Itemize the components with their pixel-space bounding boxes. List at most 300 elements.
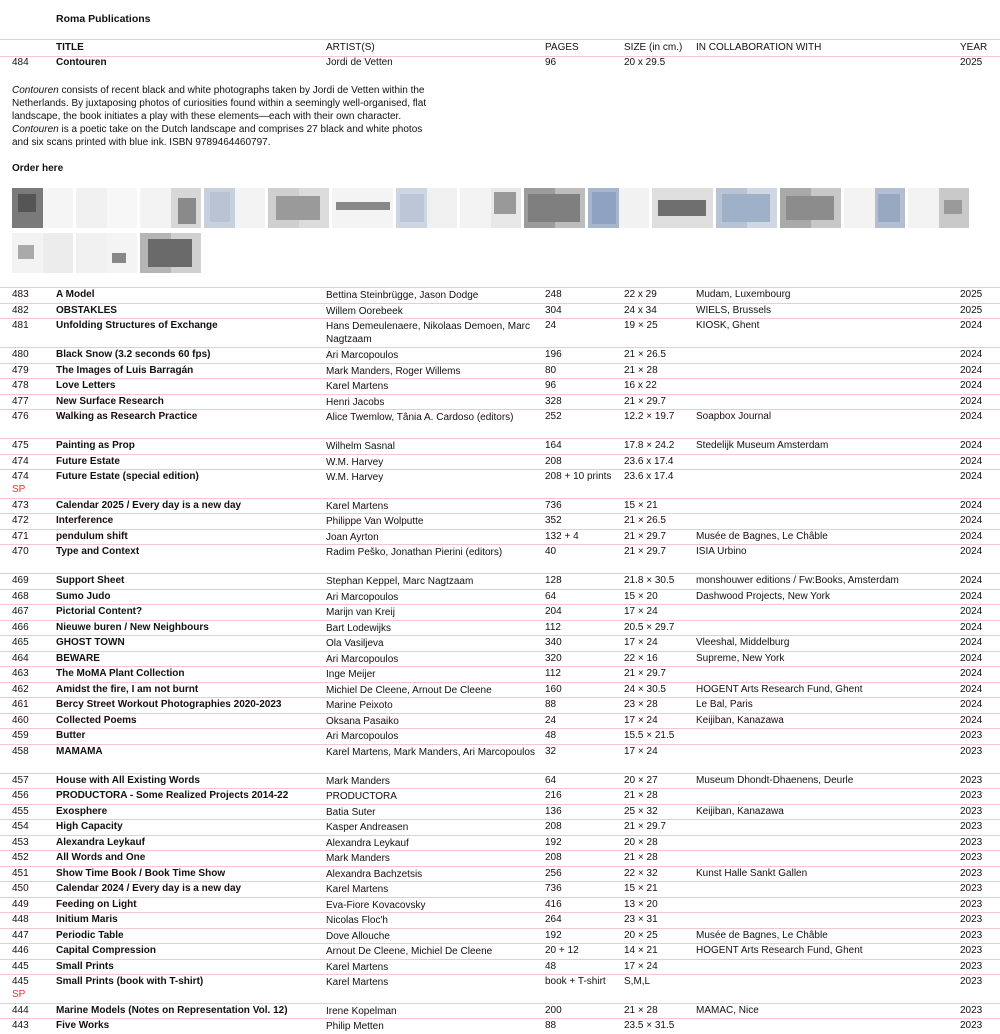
- page-left: [76, 233, 107, 273]
- row-size: 23.5 × 31.5: [624, 1020, 675, 1031]
- thumbnail-image: [722, 194, 770, 222]
- row-pages: 96: [545, 380, 557, 391]
- thumbnail-spread-18[interactable]: [140, 233, 201, 273]
- page-right: [427, 188, 458, 228]
- col-artist-header[interactable]: ARTIST(S): [326, 42, 375, 53]
- row-year: 2024: [960, 546, 983, 557]
- row-title[interactable]: Support Sheet: [56, 575, 125, 586]
- row-title[interactable]: Collected Poems: [56, 714, 137, 726]
- row-size: 19 × 25: [624, 320, 658, 331]
- row-artist: Stephan Keppel, Marc Nagtzaam: [326, 576, 474, 587]
- row-year: 2023: [960, 929, 983, 941]
- row-size: 21 × 28: [624, 364, 658, 376]
- row-year: 2023: [960, 883, 983, 894]
- row-artist: Ari Marcopoulos: [326, 350, 399, 361]
- page-right: [43, 188, 74, 228]
- row-size: 22 x 29: [624, 289, 657, 300]
- thumbnail-spread-6[interactable]: [332, 188, 393, 228]
- row-year: 2024: [960, 455, 983, 467]
- row-size: 21 × 29.7: [624, 546, 666, 557]
- row-size: 23 × 28: [624, 699, 658, 710]
- row-number: 459: [12, 730, 29, 741]
- row-year: 2024: [960, 606, 983, 617]
- table-row[interactable]: [0, 974, 1000, 1003]
- row-title[interactable]: The Images of Luis Barragán: [56, 364, 194, 376]
- row-number: 480: [12, 349, 29, 360]
- row-collab: Dashwood Projects, New York: [696, 590, 830, 602]
- row-title[interactable]: Feeding on Light: [56, 898, 137, 910]
- row-size: 23 × 31: [624, 914, 658, 925]
- row-number: 447: [12, 929, 29, 941]
- row-pages: 204: [545, 606, 562, 617]
- row-size: 17 × 24: [624, 637, 658, 648]
- row-title[interactable]: A Model: [56, 289, 95, 300]
- thumbnail-spread-7[interactable]: [396, 188, 457, 228]
- row-title[interactable]: pendulum shift: [56, 530, 128, 542]
- row-pages: 352: [545, 515, 562, 526]
- row-pages: 208 + 10 prints: [545, 471, 612, 482]
- row-size: 15.5 × 21.5: [624, 730, 675, 741]
- featured-title[interactable]: Contouren: [56, 57, 107, 68]
- row-pages: 112: [545, 621, 561, 633]
- row-pages: 208: [545, 455, 562, 467]
- row-artist: Ari Marcopoulos: [326, 731, 399, 742]
- page-left: [460, 188, 491, 228]
- row-title[interactable]: Sumo Judo: [56, 590, 111, 602]
- thumbnail-spread-4[interactable]: [204, 188, 265, 228]
- row-size: 13 × 20: [624, 898, 658, 910]
- row-artist: Ari Marcopoulos: [326, 591, 399, 603]
- row-pages: 196: [545, 349, 562, 360]
- table-row[interactable]: [0, 454, 1000, 470]
- row-pages: 208: [545, 852, 562, 863]
- thumbnail-image: [592, 192, 616, 224]
- row-artist: Michiel De Cleene, Arnout De Cleene: [326, 684, 492, 696]
- table-row[interactable]: [0, 469, 1000, 498]
- thumbnail-spread-13[interactable]: [780, 188, 841, 228]
- row-year: 2024: [960, 499, 983, 511]
- featured-row[interactable]: [0, 56, 1000, 70]
- row-number: 455: [12, 805, 29, 817]
- row-title[interactable]: Type and Context: [56, 546, 140, 557]
- row-year: 2024: [960, 411, 983, 422]
- row-number: 461: [12, 699, 29, 710]
- description-title-italic: Contouren: [12, 85, 59, 96]
- row-size: 22 × 32: [624, 867, 658, 879]
- thumbnail-spread-15[interactable]: [908, 188, 969, 228]
- table-row[interactable]: [0, 943, 1000, 959]
- col-pages-header[interactable]: PAGES: [545, 42, 579, 53]
- row-number: 474: [12, 455, 29, 467]
- row-collab: Keijiban, Kanazawa: [696, 805, 784, 817]
- thumbnail-spread-2[interactable]: [76, 188, 137, 228]
- row-artist: Alice Twemlow, Tânia A. Cardoso (editors): [326, 412, 514, 423]
- row-size: 16 x 22: [624, 380, 657, 391]
- table-row[interactable]: [0, 728, 1000, 744]
- table-row[interactable]: [0, 438, 1000, 454]
- row-year: 2024: [960, 380, 983, 391]
- row-pages: 24: [545, 320, 557, 331]
- table-row[interactable]: [0, 318, 1000, 347]
- row-number: 469: [12, 575, 29, 586]
- row-size: 21 × 28: [624, 1004, 658, 1016]
- row-pages: 20 + 12: [545, 945, 579, 956]
- row-number: 450: [12, 883, 29, 894]
- row-title[interactable]: Future Estate (special edition): [56, 471, 199, 482]
- thumbnail-image: [18, 194, 36, 212]
- row-pages: 328: [545, 395, 562, 407]
- row-number: 444: [12, 1004, 29, 1016]
- row-year: 2024: [960, 590, 983, 602]
- row-title[interactable]: High Capacity: [56, 821, 123, 832]
- row-title[interactable]: Pictorial Content?: [56, 606, 143, 617]
- row-artist: Hans Demeulenaere, Nikolaas Demoen, Marc Nagtzaam: [326, 321, 530, 345]
- row-collab: Kunst Halle Sankt Gallen: [696, 867, 808, 879]
- table-row[interactable]: [0, 866, 1000, 882]
- table-row[interactable]: [0, 1018, 1000, 1034]
- thumbnail-image: [276, 196, 320, 220]
- table-row[interactable]: [0, 409, 1000, 438]
- row-number: 479: [12, 364, 29, 376]
- row-collab: Museum Dhondt-Dhaenens, Deurle: [696, 774, 854, 786]
- row-number: 454: [12, 821, 29, 832]
- row-artist: Ari Marcopoulos: [326, 653, 399, 665]
- row-year: 2024: [960, 349, 983, 360]
- row-artist: Karel Martens: [326, 884, 389, 895]
- row-pages: 256: [545, 867, 562, 879]
- row-collab: Soapbox Journal: [696, 411, 772, 422]
- row-size: 21 × 29.7: [624, 395, 666, 407]
- row-artist: Arnout De Cleene, Michiel De Cleene: [326, 946, 493, 957]
- row-size: 21 × 29.7: [624, 668, 666, 679]
- row-artist: Inge Meijer: [326, 669, 376, 680]
- table-row[interactable]: [0, 394, 1000, 410]
- row-pages: 200: [545, 1004, 562, 1016]
- table-row[interactable]: [0, 881, 1000, 897]
- row-number: 476: [12, 411, 29, 422]
- row-year: 2024: [960, 699, 983, 710]
- row-title[interactable]: Painting as Prop: [56, 440, 135, 451]
- row-number: 483: [12, 289, 29, 300]
- row-number: 449: [12, 898, 29, 910]
- row-title[interactable]: Alexandra Leykauf: [56, 836, 145, 848]
- row-year: 2023: [960, 867, 983, 879]
- row-title[interactable]: OBSTAKLES: [56, 304, 117, 316]
- row-size: 21 × 26.5: [624, 349, 666, 360]
- row-artist: Bart Lodewijks: [326, 622, 392, 634]
- row-artist: PRODUCTORA: [326, 791, 397, 802]
- row-artist: Oksana Pasaiko: [326, 715, 399, 727]
- row-number: 482: [12, 304, 29, 316]
- thumbnail-image: [944, 200, 962, 214]
- page-left: [908, 188, 939, 228]
- col-year-header[interactable]: YEAR: [960, 42, 988, 53]
- thumbnail-spread-16[interactable]: [12, 233, 73, 273]
- row-number: 475: [12, 440, 29, 451]
- col-collab-header[interactable]: IN COLLABORATION WITH: [696, 42, 822, 53]
- row-title[interactable]: Periodic Table: [56, 929, 124, 941]
- row-title[interactable]: Small Prints (book with T-shirt): [56, 976, 204, 987]
- table-row[interactable]: [0, 666, 1000, 682]
- row-year: 2024: [960, 621, 983, 633]
- row-title[interactable]: Calendar 2025 / Every day is a new day: [56, 499, 242, 511]
- row-artist: Nicolas Floc'h: [326, 915, 388, 926]
- thumbnail-spread-10[interactable]: [588, 188, 649, 228]
- table-row[interactable]: [0, 819, 1000, 835]
- featured-artist: Jordi de Vetten: [326, 57, 393, 68]
- row-year: 2024: [960, 515, 983, 526]
- row-artist: Alexandra Leykauf: [326, 837, 409, 849]
- thumbnail-image: [786, 196, 834, 220]
- row-title[interactable]: The MoMA Plant Collection: [56, 668, 185, 679]
- table-row[interactable]: [0, 378, 1000, 394]
- row-pages: 40: [545, 546, 557, 557]
- row-collab: HOGENT Arts Research Fund, Ghent: [696, 683, 863, 695]
- thumbnail-spread-1[interactable]: [12, 188, 73, 228]
- row-size: 25 × 32: [624, 805, 658, 817]
- row-year: 2023: [960, 960, 983, 972]
- thumbnail-spread-12[interactable]: [716, 188, 777, 228]
- row-year: 2023: [960, 852, 983, 863]
- page-right: [107, 188, 138, 228]
- order-link[interactable]: Order here: [12, 163, 64, 174]
- row-pages: 64: [545, 590, 557, 602]
- thumbnail-spread-14[interactable]: [844, 188, 905, 228]
- row-size: 21.8 × 30.5: [624, 575, 675, 586]
- row-year: 2023: [960, 976, 983, 987]
- table-row[interactable]: [0, 635, 1000, 651]
- row-size: 15 × 21: [624, 883, 658, 894]
- table-header: [0, 39, 1000, 57]
- table-row[interactable]: [0, 347, 1000, 363]
- table-row[interactable]: [0, 363, 1000, 379]
- table-row[interactable]: [0, 897, 1000, 913]
- row-pages: 340: [545, 637, 562, 648]
- table-row[interactable]: [0, 697, 1000, 713]
- row-artist: Irene Kopelman: [326, 1005, 397, 1017]
- row-pages: 64: [545, 774, 557, 786]
- row-year: 2023: [960, 1004, 983, 1016]
- thumbnail-image: [658, 200, 706, 216]
- row-title[interactable]: Amidst the fire, I am not burnt: [56, 683, 199, 695]
- table-row[interactable]: [0, 959, 1000, 975]
- row-title[interactable]: PRODUCTORA - Some Realized Projects 2014-22: [56, 790, 289, 801]
- table-row[interactable]: [0, 788, 1000, 804]
- row-artist: Willem Oorebeek: [326, 305, 403, 317]
- row-size: 12.2 × 19.7: [624, 411, 675, 422]
- row-title[interactable]: Small Prints: [56, 960, 114, 972]
- table-row[interactable]: [0, 620, 1000, 636]
- col-title-header[interactable]: TITLE: [56, 42, 84, 53]
- table-row[interactable]: [0, 804, 1000, 820]
- row-number: 457: [12, 774, 29, 786]
- row-size: 24 x 34: [624, 304, 657, 316]
- page-left: [844, 188, 875, 228]
- row-title[interactable]: Exosphere: [56, 805, 108, 817]
- row-title[interactable]: Nieuwe buren / New Neighbours: [56, 621, 209, 633]
- row-title[interactable]: Unfolding Structures of Exchange: [56, 320, 218, 331]
- row-year: 2023: [960, 898, 983, 910]
- row-year: 2023: [960, 945, 983, 956]
- table-row[interactable]: [0, 773, 1000, 789]
- col-size-header[interactable]: SIZE (in cm.): [624, 42, 683, 53]
- table-row[interactable]: [0, 287, 1000, 303]
- row-size: 21 × 26.5: [624, 515, 666, 526]
- row-pages: 112: [545, 668, 561, 679]
- row-title[interactable]: Love Letters: [56, 380, 116, 391]
- row-title[interactable]: Future Estate: [56, 455, 120, 467]
- row-number: 472: [12, 515, 29, 526]
- row-collab: ISIA Urbino: [696, 546, 747, 557]
- featured-description: [12, 84, 432, 149]
- row-number: 458: [12, 745, 29, 757]
- row-artist: Dove Allouche: [326, 930, 390, 942]
- thumbnail-spread-9[interactable]: [524, 188, 585, 228]
- row-pages: 216: [545, 790, 562, 801]
- row-size: 21 × 29.7: [624, 530, 666, 542]
- row-title[interactable]: Calendar 2024 / Every day is a new day: [56, 883, 242, 894]
- row-number: 473: [12, 499, 29, 511]
- row-pages: 192: [545, 836, 562, 848]
- thumbnail-spread-11[interactable]: [652, 188, 713, 228]
- page-right: [619, 188, 650, 228]
- row-title[interactable]: BEWARE: [56, 652, 100, 664]
- row-artist: Karel Martens: [326, 500, 389, 512]
- row-collab: HOGENT Arts Research Fund, Ghent: [696, 945, 863, 956]
- row-size: 20 × 25: [624, 929, 658, 941]
- row-size: 17.8 × 24.2: [624, 440, 675, 451]
- table-row[interactable]: [0, 850, 1000, 866]
- table-row[interactable]: [0, 744, 1000, 773]
- table-row[interactable]: [0, 928, 1000, 944]
- row-pages: 248: [545, 289, 562, 300]
- row-collab: Stedelijk Museum Amsterdam: [696, 440, 829, 451]
- row-number: 474: [12, 471, 29, 482]
- row-title[interactable]: Initium Maris: [56, 914, 118, 925]
- table-row[interactable]: [0, 713, 1000, 729]
- thumbnail-spread-17[interactable]: [76, 233, 137, 273]
- row-pages: 88: [545, 1020, 557, 1031]
- row-artist: Eva-Fiore Kovacovsky: [326, 899, 426, 911]
- table-row[interactable]: [0, 573, 1000, 589]
- row-number: 464: [12, 652, 29, 664]
- publication-list: [0, 287, 1000, 1034]
- thumbnail-spread-3[interactable]: [140, 188, 201, 228]
- row-title[interactable]: Black Snow (3.2 seconds 60 fps): [56, 349, 211, 360]
- row-title[interactable]: Walking as Research Practice: [56, 411, 198, 422]
- row-number: 471: [12, 530, 29, 542]
- table-row[interactable]: [0, 498, 1000, 514]
- table-row[interactable]: [0, 544, 1000, 573]
- row-year: 2025: [960, 304, 983, 316]
- row-title[interactable]: All Words and One: [56, 852, 146, 863]
- row-title[interactable]: Interference: [56, 515, 114, 526]
- row-year: 2023: [960, 805, 983, 817]
- row-year: 2023: [960, 745, 983, 757]
- table-row[interactable]: [0, 589, 1000, 605]
- row-pages: 164: [545, 440, 562, 451]
- row-number: 463: [12, 668, 29, 679]
- row-pages: 416: [545, 898, 562, 910]
- row-number: 470: [12, 546, 29, 557]
- row-pages: 320: [545, 652, 562, 664]
- table-row[interactable]: [0, 604, 1000, 620]
- row-title[interactable]: Bercy Street Workout Photographies 2020-2023: [56, 699, 282, 710]
- row-size: 23.6 x 17.4: [624, 471, 674, 482]
- row-pages: 192: [545, 929, 562, 941]
- featured-size: 20 x 29.5: [624, 57, 666, 68]
- thumbnail-spread-8[interactable]: [460, 188, 521, 228]
- row-number: 445: [12, 960, 29, 972]
- row-year: 2023: [960, 821, 983, 832]
- table-row[interactable]: [0, 835, 1000, 851]
- row-artist: Mark Manders, Roger Willems: [326, 365, 461, 377]
- thumbnail-spread-5[interactable]: [268, 188, 329, 228]
- row-title[interactable]: MAMAMA: [56, 745, 103, 757]
- row-title[interactable]: House with All Existing Words: [56, 774, 200, 786]
- row-title[interactable]: Show Time Book / Book Time Show: [56, 867, 226, 879]
- row-artist: Philippe Van Wolputte: [326, 516, 424, 527]
- row-pages: 304: [545, 304, 562, 316]
- row-number: 460: [12, 714, 29, 726]
- row-number: 477: [12, 395, 29, 407]
- table-row[interactable]: [0, 513, 1000, 529]
- row-pages: 80: [545, 364, 557, 376]
- row-pages: 32: [545, 745, 557, 757]
- row-size: 17 × 24: [624, 745, 658, 757]
- row-number: 467: [12, 606, 29, 617]
- row-artist: Radim Peško, Jonathan Pierini (editors): [326, 547, 503, 558]
- row-title[interactable]: GHOST TOWN: [56, 637, 125, 648]
- row-collab: Le Bal, Paris: [696, 699, 753, 710]
- row-year: 2024: [960, 364, 983, 376]
- table-row[interactable]: [0, 912, 1000, 928]
- row-title[interactable]: Butter: [56, 730, 86, 741]
- row-year: 2024: [960, 683, 983, 695]
- row-artist: W.M. Harvey: [326, 472, 384, 483]
- row-artist: Karel Martens, Mark Manders, Ari Marcopoulos: [326, 746, 535, 758]
- row-number: 466: [12, 621, 29, 633]
- row-title[interactable]: Five Works: [56, 1020, 110, 1031]
- row-pages: 264: [545, 914, 562, 925]
- table-row[interactable]: [0, 651, 1000, 667]
- row-year: 2023: [960, 1020, 983, 1031]
- description-text: is a poetic take on the Dutch landscape and comprises 27 black and white photos and six scans printed with blue ink. ISBN 9789464460797.: [12, 124, 423, 148]
- table-row[interactable]: [0, 303, 1000, 319]
- row-artist: Batia Suter: [326, 806, 376, 818]
- site-title[interactable]: Roma Publications: [56, 13, 151, 25]
- row-pages: 88: [545, 699, 557, 710]
- row-artist: Marine Peixoto: [326, 700, 393, 711]
- thumbnail-image: [18, 245, 34, 259]
- row-year: 2023: [960, 790, 983, 801]
- row-size: 21 × 29.7: [624, 821, 666, 832]
- description-text: consists of recent black and white photographs taken by Jordi de Vetten within the Netherlands. By juxtaposing photos of curiosities found within a seemingly well-organised, flat landscape, the book initiates a play with these elements—each with their own character.: [12, 85, 427, 122]
- row-title[interactable]: New Surface Research: [56, 395, 164, 407]
- row-collab: Keijiban, Kanazawa: [696, 714, 784, 726]
- row-size: 23.6 x 17.4: [624, 455, 674, 467]
- row-pages: 48: [545, 730, 557, 741]
- thumbnail-image: [210, 192, 230, 222]
- table-row[interactable]: [0, 682, 1000, 698]
- table-row[interactable]: [0, 529, 1000, 545]
- row-number: 446: [12, 945, 29, 956]
- row-title[interactable]: Marine Models (Notes on Representation Vol. 12): [56, 1004, 288, 1016]
- row-artist: Mark Manders: [326, 775, 390, 787]
- table-row[interactable]: [0, 1003, 1000, 1019]
- thumbnail-image: [528, 194, 580, 222]
- row-title[interactable]: Capital Compression: [56, 945, 157, 956]
